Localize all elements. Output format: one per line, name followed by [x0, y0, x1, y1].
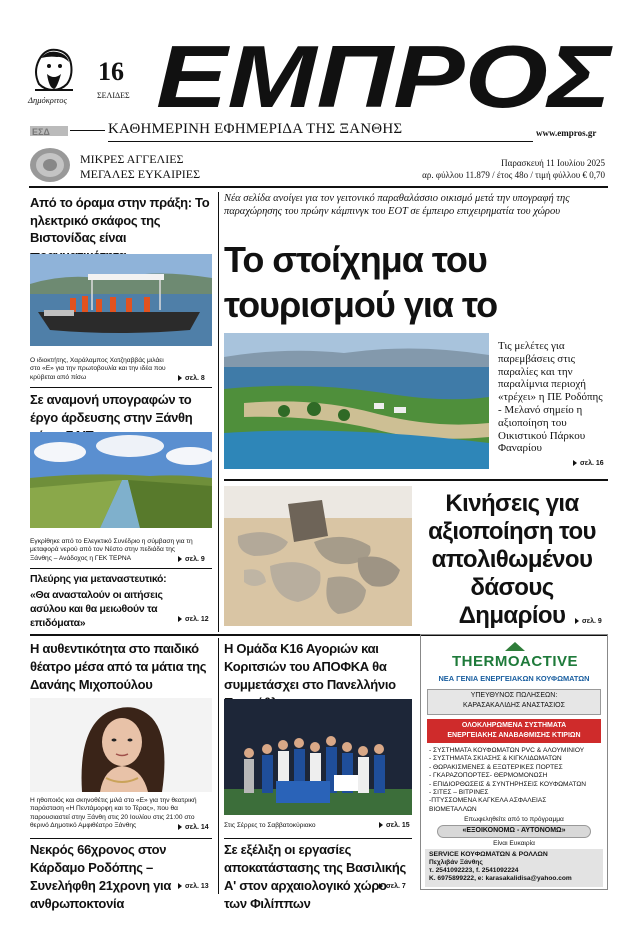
lead-story — [224, 192, 608, 482]
story3-page: σελ. 12 — [185, 616, 209, 623]
ad-list-item: ΒΙΟΜΕΤΑΛΛΩΝ — [429, 805, 477, 813]
subtitle-rule-left — [70, 130, 105, 131]
classifieds-line1: ΜΙΚΡΕΣ ΑΓΓΕΛΙΕΣ — [80, 152, 184, 166]
k16-page: σελ. 15 — [386, 822, 410, 829]
logo-text: ΕΜΠΡΟΣ — [156, 43, 614, 113]
k16-story — [224, 638, 412, 836]
bottom-mid-story — [224, 841, 412, 911]
democritus-mascot — [27, 44, 79, 94]
svg-text:ΕΣΔ: ΕΣΔ — [32, 127, 50, 137]
bottom-band-rule-mid — [224, 838, 412, 839]
bottom-band-rule-left — [30, 838, 212, 839]
thermoactive-logo: THERMOACTIVE — [452, 653, 578, 670]
fossil-page-ref[interactable] — [575, 618, 602, 625]
left-column — [30, 192, 212, 632]
systems-line1: ΟΛΟΚΛΗΡΩΜΕΝΑ ΣΥΣΤΗΜΑΤΑ — [461, 722, 567, 729]
lead-headline[interactable]: Το στοίχημα του τουρισμού για το — [224, 239, 498, 325]
issue-date: Παρασκευή 11 Ιουλίου 2025 — [501, 158, 605, 168]
story1-page: σελ. 8 — [185, 375, 205, 382]
k16-page-ref[interactable] — [379, 822, 410, 829]
theatre-page-ref[interactable] — [178, 824, 209, 831]
service-title: SERVICE ΚΟΥΦΩΜΑΤΩΝ & ΡΟΛΛΩΝ — [429, 851, 548, 858]
story3-kicker: Πλεύρης για μεταναστευτικό: — [30, 573, 167, 585]
lead-page: σελ. 16 — [580, 460, 604, 467]
sales-name: ΚΑΡΑΣΑΚΑΛΙΔΗΣ ΑΝΑΣΤΑΣΙΟΣ — [463, 702, 565, 709]
story2-page-ref[interactable] — [178, 556, 205, 563]
subtitle-rule-bottom — [108, 141, 533, 142]
column-divider — [218, 192, 219, 632]
bottom-left-story — [30, 841, 212, 911]
lead-page-ref[interactable] — [573, 460, 604, 467]
story1-caption: Ο ιδιοκτήτης, Χαράλαμπος Χατζηαββάς μιλάει στο «Ε» για την πρωτοβουλία και την ιδέα που κρύβεται από πίσω — [30, 357, 166, 381]
issue-info: αρ. φύλλου 11.879 / έτος 48ο / τιμή φύλλου € 0,70 — [422, 170, 605, 180]
team-photo — [224, 699, 412, 815]
ad-list-item: - ΣΙΤΕΣ – ΒΙΤΡΙΝΕΣ — [429, 789, 489, 797]
story2-headline[interactable]: Σε αναμονή υπογραφών το έργο άρδευσης στην Ξάνθη — [30, 392, 193, 425]
classifieds-line2: ΜΕΓΑΛΕΣ ΕΥΚΑΙΡΙΕΣ — [80, 167, 201, 181]
house-icon — [504, 639, 526, 651]
ad-list-item: - ΕΠΙΔΙΟΡΘΩΣΕΙΣ & ΣΥΝΤΗΡΗΣΕΙΣ ΚΟΥΦΩΜΑΤΩΝ — [429, 780, 587, 788]
program-text: Επωφεληθείτε από το πρόγραμμα — [464, 816, 564, 823]
fossil-page: σελ. 9 — [582, 618, 602, 625]
fossil-photo — [224, 486, 412, 626]
service-phones[interactable]: τ. 2541092223, f. 2541092224 — [429, 867, 519, 874]
ad-list-item: -ΠΤΥΣΣΟΜΕΝΑ ΚΑΓΚΕΛΑ ΑΣΦΑΛΕΙΑΣ — [429, 797, 547, 805]
story1-page-ref[interactable] — [178, 375, 205, 382]
ad-list-item: - ΘΩΡΑΚΙΣΜΕΝΕΣ & ΕΞΩΤΕΡΙΚΕΣ ΠΟΡΤΕΣ — [429, 763, 563, 771]
theatre-page: σελ. 14 — [185, 824, 209, 831]
service-address: Πεχλιβάν Ξάνθης — [429, 859, 483, 866]
fossil-story — [224, 484, 608, 632]
lead-bottom-rule — [224, 479, 608, 481]
ad-services-list — [429, 747, 605, 814]
stripe-decoration — [30, 124, 68, 136]
story3-headline[interactable]: «Θα ανασταλούν οι αιτήσεις ασύλου και θα μειωθούν τα επιδόματα» — [30, 589, 163, 629]
theatre-headline[interactable]: Η αυθεντικότητα στο παιδικό θέατρο μέσα από τα μάτια της Δανάης Μιχοπούλου — [30, 641, 207, 692]
bottom-left-page: σελ. 13 — [185, 883, 209, 890]
sales-label: ΥΠΕΥΘΥΝΟΣ ΠΩΛΗΣΕΩΝ: — [470, 692, 558, 699]
bottom-left-headline[interactable]: Νεκρός 66χρονος στον Κάρδαμο Ροδόπης – Συνελήφθη 21χρονη για ανθρωποκτονία — [30, 842, 172, 911]
bottom-mid-headline[interactable]: Σε εξέλιξη οι εργασίες αποκατάστασης της Βασιλικής Α' στον αρχαιολογικό χώρο των Φιλίππων — [224, 842, 406, 911]
fossil-headline[interactable]: Κινήσεις για αξιοποίηση του απολιθωμένου δάσους Δημαρίου — [428, 490, 596, 629]
column-divider-2 — [218, 638, 219, 894]
service-mobile-email[interactable]: Κ. 6975899222, e: karasakalidisa@yahoo.com — [429, 875, 572, 882]
story2-caption: Εγκρίθηκε από το Ελεγκτικό Συνέδριο η σύμβαση για τη μεταφορά νερού από τον Νέστο στην πεδιάδα της Ξάνθης – Ανάδοχος η ΓΕΚ ΤΕΡΝΑ — [30, 538, 193, 562]
ad-list-item: - ΓΚΑΡΑΖΟΠΟΡΤΕΣ- ΘΕΡΜΟΜΟΝΩΣΗ — [429, 772, 548, 780]
pages-count: 16 — [98, 57, 124, 86]
irrigation-photo — [30, 432, 212, 528]
lead-kicker: Νέα σελίδα ανοίγει για τον γειτονικό παραθαλάσσιο οικισμό μετά την υπογραφή της παραχώρησης του πρώην κάμπινγκ του ΕΟΤ σε έμπειρο επιχειρηματία του χώρου — [224, 193, 570, 217]
coin-icon — [29, 147, 71, 183]
theatre-story — [30, 638, 212, 836]
actress-photo — [30, 698, 212, 792]
systems-line2: ΕΝΕΡΓΕΙΑΚΗΣ ΑΝΑΒΑΘΜΙΣΗΣ ΚΤΙΡΙΩΝ — [447, 732, 581, 739]
program-sub: Είναι Ευκαιρία — [493, 840, 535, 847]
masthead-bottom-rule — [29, 186, 608, 188]
lead-side-text: Τις μελέτες για παρεμβάσεις στις παραλίες και την παραλίμνια περιοχή «τρέχει» η ΠΕ Ροδόπης - Μελανό σημείο η αξιοποίηση του Οικιστικού Πάρκου Φαναρίου — [498, 340, 603, 455]
boat-photo — [30, 254, 212, 346]
left-divider-2 — [30, 568, 212, 569]
website-link[interactable]: www.empros.gr — [536, 128, 597, 138]
ad-list-item: - ΣΥΣΤΗΜΑΤΑ ΣΚΙΑΣΗΣ & ΚΙΓΚΛΙΔΩΜΑΤΩΝ — [429, 755, 562, 763]
bottom-left-page-ref[interactable] — [178, 883, 209, 890]
bottom-mid-page-ref[interactable] — [379, 883, 406, 890]
story1-headline[interactable]: Από το όραμα στην πράξη: Το ηλεκτρικό σκάφος της Βιστονίδας είναι — [30, 195, 210, 245]
story2-page: σελ. 9 — [185, 556, 205, 563]
bottom-mid-page: σελ. 7 — [386, 883, 406, 890]
program-name: «ΕΞΟΙΚΟΝΟΜΩ - ΑΥΤΟΝΟΜΩ» — [462, 827, 566, 834]
ad-list-item: - ΣΥΣΤΗΜΑΤΑ ΚΟΥΦΩΜΑΤΩΝ PVC & ΑΛΟΥΜΙΝΙΟΥ — [429, 747, 585, 754]
newspaper-subtitle: ΚΑΘΗΜΕΡΙΝΗ ΕΦΗΜΕΡΙΔΑ ΤΗΣ ΞΑΝΘΗΣ — [108, 121, 403, 137]
ad-tagline: ΝΕΑ ΓΕΝΙΑ ΕΝΕΡΓΕΙΑΚΩΝ ΚΟΥΦΩΜΑΤΩΝ — [438, 674, 590, 683]
k16-caption: Στις Σέρρες το Σαββατοκύριακο — [224, 822, 316, 829]
k16-headline[interactable]: Η Ομάδα Κ16 Αγοριών και Κοριτσιών του ΑΠΟΦΚΑ θα συμμετάσχει στο Πανελλήνιο — [224, 641, 396, 692]
fanari-photo — [224, 333, 489, 469]
newspaper-logo — [150, 43, 620, 113]
thermoactive-ad[interactable] — [420, 634, 608, 890]
story3-page-ref[interactable] — [178, 616, 209, 623]
masthead — [0, 0, 637, 190]
mascot-caption: Δημόκριτος — [28, 95, 67, 105]
pages-label: ΣΕΛΙΔΕΣ — [97, 91, 130, 100]
empros-logo — [150, 43, 620, 113]
theatre-caption: Η ηθοποιός και σκηνοθέτις μιλά στο «Ε» για την θεατρική παράσταση «Η Πεντάμορφη και το Τέρας», που θα παρουσιαστεί στην Ξάνθη στις 20 Ιουλίου στις 21:00 στο θερινό Δημοτικό Αμφιθέατρο Ξάνθης — [30, 797, 197, 830]
left-divider-1 — [30, 387, 212, 388]
